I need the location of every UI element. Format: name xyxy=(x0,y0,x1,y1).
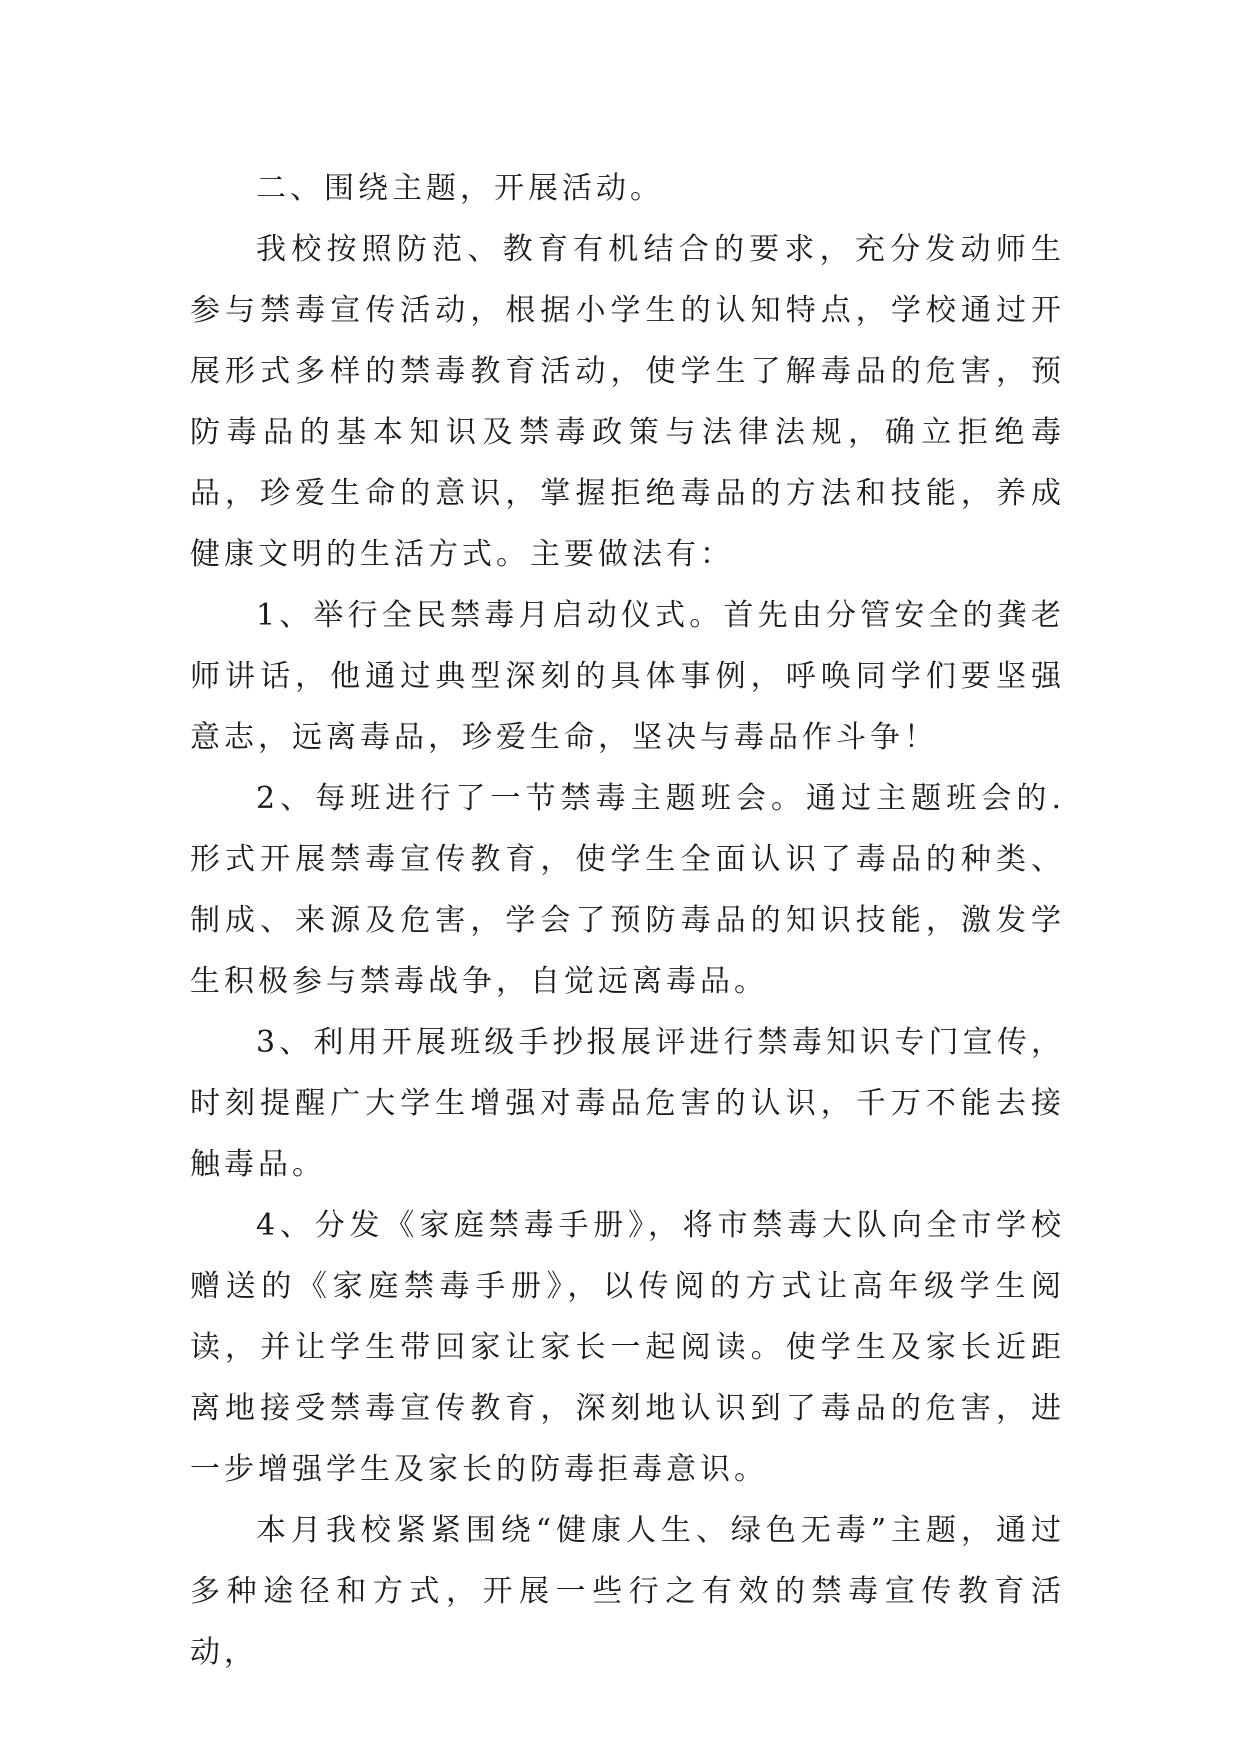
paragraph: 2、每班进行了一节禁毒主题班会。通过主题班会的.形式开展禁毒宣传教育，使学生全面认识了毒品的种类、制成、来源及危害，学会了预防毒品的知识技能，激发学生积极参与禁毒战争，自觉远离毒品。 xyxy=(190,781,1065,999)
paragraph: 1、举行全民禁毒月启动仪式。首先由分管安全的龚老师讲话，他通过典型深刻的具体事例，呼唤同学们要坚强意志，远离毒品，珍爱生命，坚决与毒品作斗争！ xyxy=(190,598,1065,755)
paragraph: 3、利用开展班级手抄报展评进行禁毒知识专门宣传，时刻提醒广大学生增强对毒品危害的认识，千万不能去接触毒品。 xyxy=(190,1025,1065,1182)
paragraph: 本月我校紧紧围绕“健康人生、绿色无毒”主题，通过多种途径和方式，开展一些行之有效的禁毒宣传教育活动， xyxy=(190,1513,1065,1670)
document-body xyxy=(190,158,1065,1683)
paragraph: 我校按照防范、教育有机结合的要求，充分发动师生参与禁毒宣传活动，根据小学生的认知特点，学校通过开展形式多样的禁毒教育活动，使学生了解毒品的危害，预防毒品的基本知识及禁毒政策与法律法规，确立拒绝毒品，珍爱生命的意识，掌握拒绝毒品的方法和技能，养成健康文明的生活方式。主要做法有： xyxy=(190,232,1065,572)
section-heading: 二、围绕主题，开展活动。 xyxy=(256,171,664,206)
paragraph: 4、分发《家庭禁毒手册》，将市禁毒大队向全市学校赠送的《家庭禁毒手册》，以传阅的方式让高年级学生阅读，并让学生带回家让家长一起阅读。使学生及家长近距离地接受禁毒宣传教育，深刻地认识到了毒品的危害，进一步增强学生及家长的防毒拒毒意识。 xyxy=(190,1208,1065,1487)
